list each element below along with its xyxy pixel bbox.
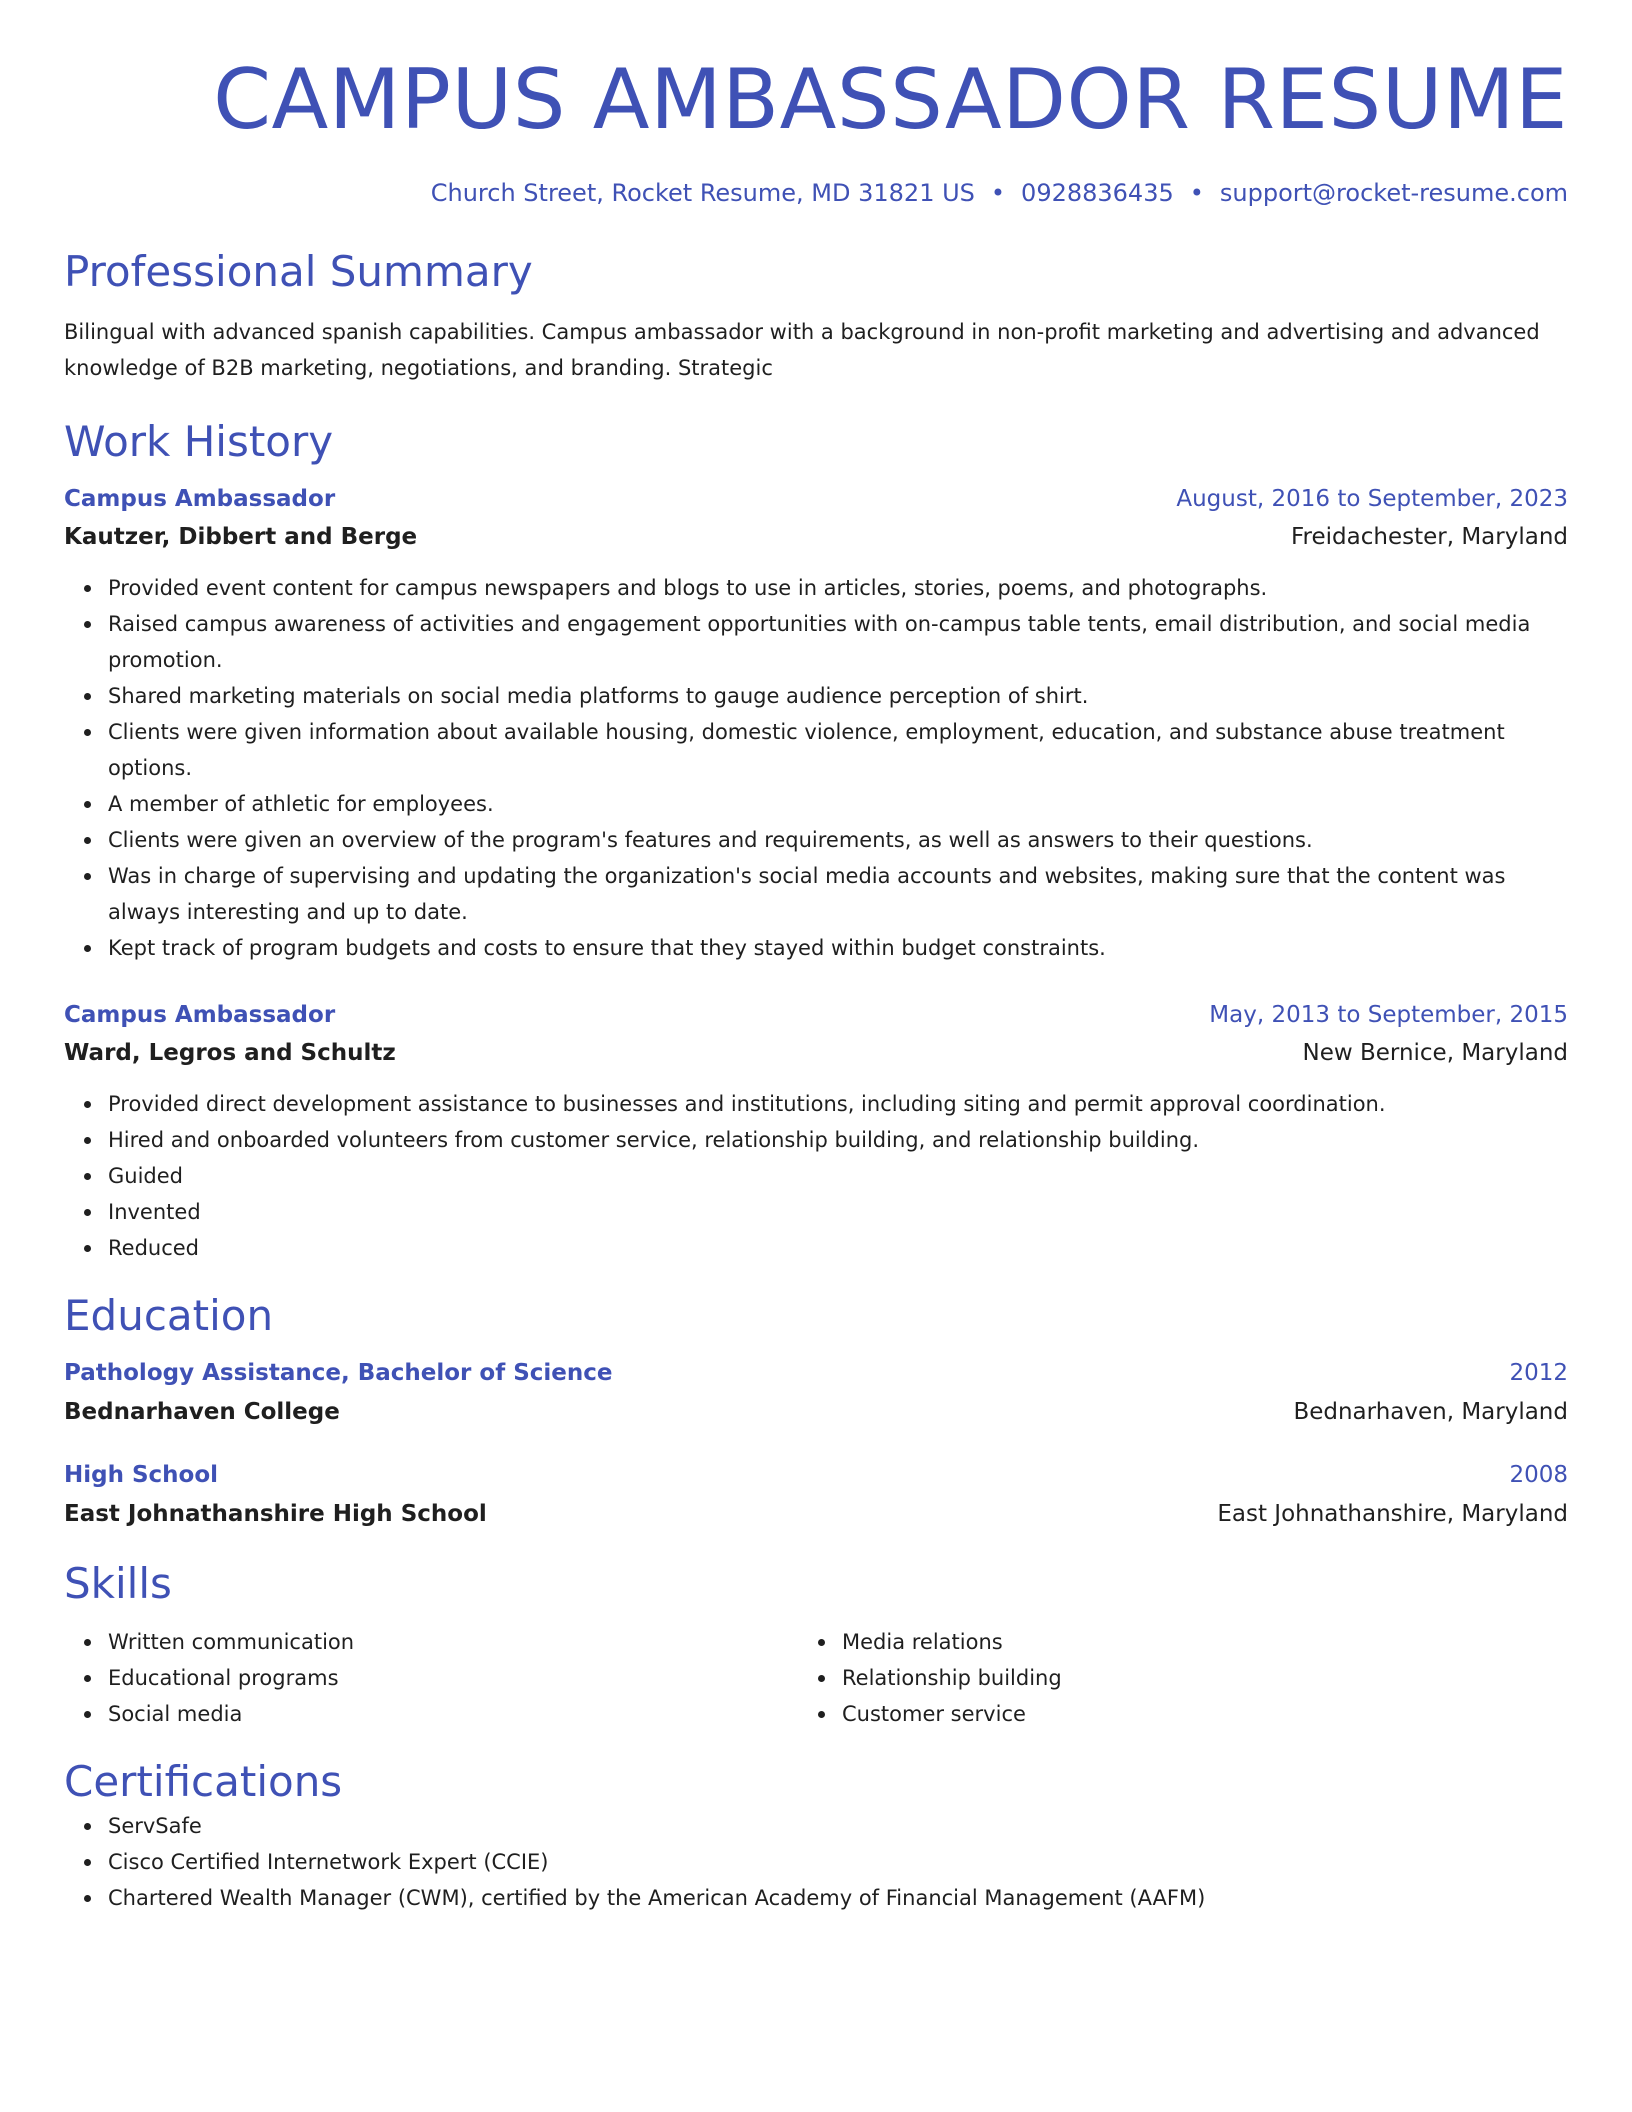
job-dates: May, 2013 to September, 2015 <box>1209 1002 1568 1028</box>
section-title-skills: Skills <box>64 1559 172 1608</box>
skills-list <box>798 1624 1532 1732</box>
list-item: A member of athletic for employees. <box>108 786 1568 822</box>
contact-separator: • <box>1189 179 1204 207</box>
list-item: Relationship building <box>842 1660 1532 1696</box>
list-item: Media relations <box>842 1624 1532 1660</box>
contact-phone: 0928836435 <box>1021 179 1174 207</box>
list-item: Raised campus awareness of activities and engagement opportunities with on-campus table tents, email distribution, and social media promotion. <box>108 606 1568 678</box>
list-item: Provided direct development assistance to businesses and institutions, including siting and permit approval coordination. <box>108 1086 1568 1122</box>
skills-list <box>64 1624 798 1732</box>
section-title-summary: Professional Summary <box>64 247 533 296</box>
work-entry <box>64 996 1568 1266</box>
contact-email[interactable]: support@rocket-resume.com <box>1219 179 1568 207</box>
job-company: Kautzer, Dibbert and Berge <box>64 524 418 550</box>
job-role: Campus Ambassador <box>64 486 336 512</box>
list-item: Educational programs <box>108 1660 798 1696</box>
list-item: Invented <box>108 1194 1568 1230</box>
section-title-education: Education <box>64 1291 274 1340</box>
list-item: Shared marketing materials on social media platforms to gauge audience perception of shirt. <box>108 678 1568 714</box>
list-item: Reduced <box>108 1230 1568 1266</box>
work-entry <box>64 480 1568 966</box>
job-role: Campus Ambassador <box>64 1002 336 1028</box>
job-location: Freidachester, Maryland <box>1290 524 1568 550</box>
section-title-work-history: Work History <box>64 417 334 466</box>
list-item: Hired and onboarded volunteers from customer service, relationship building, and relationship building. <box>108 1122 1568 1158</box>
job-bullet-list <box>64 1086 1568 1266</box>
list-item: Provided event content for campus newspapers and blogs to use in articles, stories, poems, and photographs. <box>108 570 1568 606</box>
contact-separator: • <box>990 179 1006 207</box>
job-bullet-list <box>64 570 1568 966</box>
list-item: Written communication <box>108 1624 798 1660</box>
education-location: Bednarhaven, Maryland <box>1293 1399 1568 1425</box>
summary-text: Bilingual with advanced spanish capabilities. Campus ambassador with a background in non-profit marketing and advertising and advanced knowledge of B2B marketing, negotiations, and branding. Strategic <box>64 320 1540 380</box>
skills-column-right <box>798 1624 1532 1732</box>
job-company: Ward, Legros and Schultz <box>64 1040 396 1066</box>
skills-grid <box>64 1624 1568 1732</box>
education-school: Bednarhaven College <box>64 1399 340 1425</box>
education-school: East Johnathanshire High School <box>64 1501 487 1527</box>
contact-address: Church Street, Rocket Resume, MD 31821 US <box>430 179 975 207</box>
list-item: Kept track of program budgets and costs to ensure that they stayed within budget constraints. <box>108 930 1568 966</box>
education-entry <box>64 1354 1568 1432</box>
resume-header <box>64 52 1568 208</box>
education-location: East Johnathanshire, Maryland <box>1217 1501 1568 1527</box>
list-item: Clients were given information about available housing, domestic violence, employment, education, and substance abuse treatment options. <box>108 714 1568 786</box>
education-year: 2008 <box>1509 1462 1568 1488</box>
skills-column-left <box>64 1624 798 1732</box>
job-location: New Bernice, Maryland <box>1302 1040 1568 1066</box>
resume-title: CAMPUS AMBASSADOR RESUME <box>213 51 1568 148</box>
job-dates: August, 2016 to September, 2023 <box>1176 486 1568 512</box>
list-item: Chartered Wealth Manager (CWM), certified by the American Academy of Financial Management (AAFM) <box>108 1880 1568 1916</box>
education-degree: High School <box>64 1462 219 1488</box>
list-item: Cisco Certified Internetwork Expert (CCIE) <box>108 1844 1568 1880</box>
section-title-certifications: Certifications <box>64 1757 343 1806</box>
list-item: Clients were given an overview of the program's features and requirements, as well as answers to their questions. <box>108 822 1568 858</box>
education-entry <box>64 1456 1568 1534</box>
education-degree: Pathology Assistance, Bachelor of Science <box>64 1360 613 1386</box>
education-year: 2012 <box>1509 1360 1568 1386</box>
contact-line <box>64 178 1568 208</box>
list-item: Social media <box>108 1696 798 1732</box>
list-item: ServSafe <box>108 1808 1568 1844</box>
certifications-list <box>64 1808 1568 1916</box>
list-item: Was in charge of supervising and updating the organization's social media accounts and websites, making sure that the content was always interesting and up to date. <box>108 858 1568 930</box>
list-item: Customer service <box>842 1696 1532 1732</box>
list-item: Guided <box>108 1158 1568 1194</box>
